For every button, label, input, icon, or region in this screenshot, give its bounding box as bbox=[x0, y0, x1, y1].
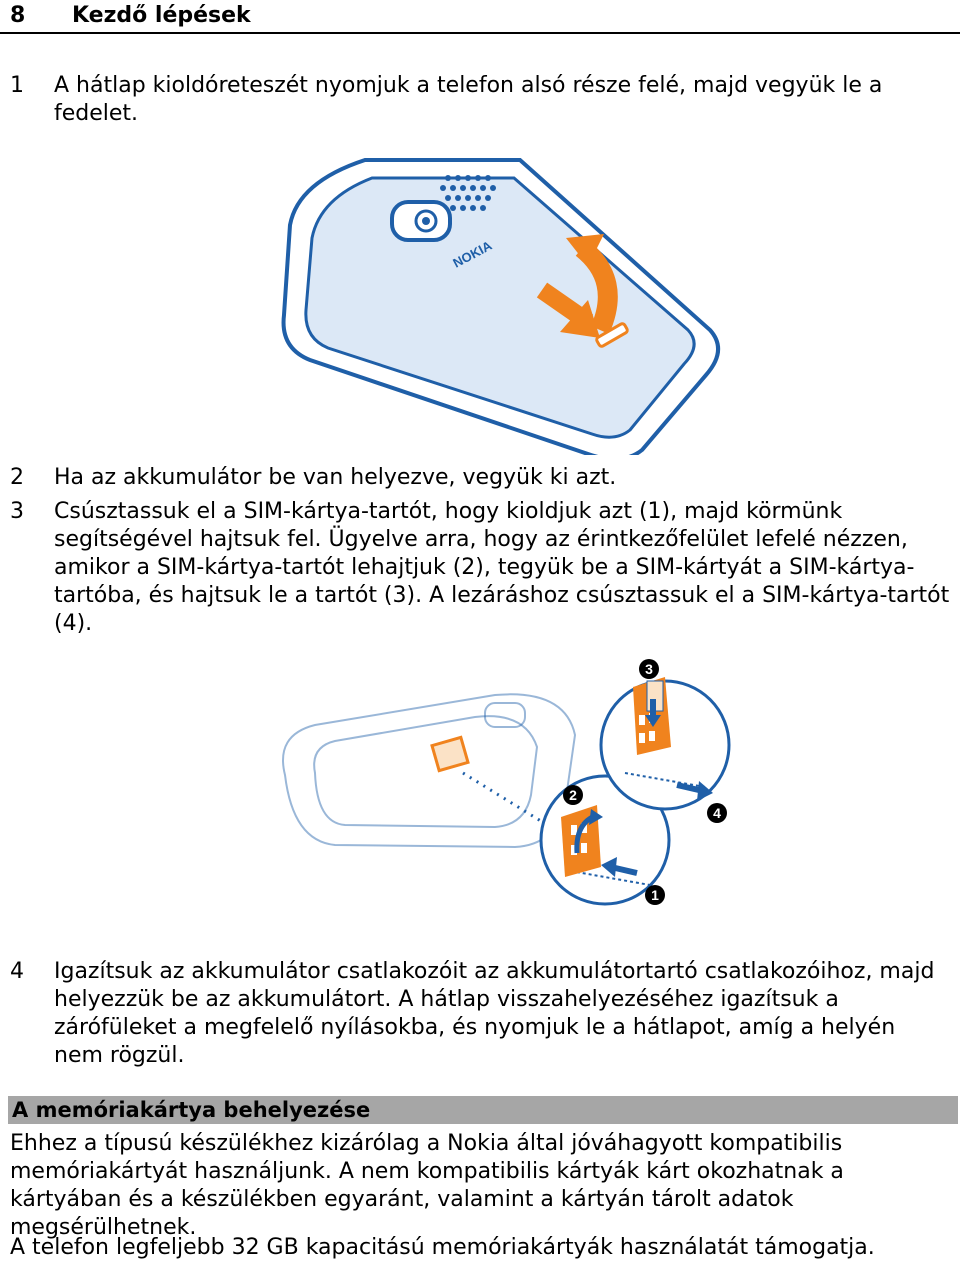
section-heading-bar bbox=[8, 1096, 958, 1124]
figure-back-cover-removal bbox=[270, 150, 730, 455]
nokia-logo: NOKIA bbox=[450, 237, 495, 271]
page-number: 8 bbox=[10, 3, 26, 28]
step-text: Igazítsuk az akkumulátor csatlakozóit az akkumulátortartó csatlakozóihoz, majd helyezzük be az akkumulátort. A hátlap visszahelyezéséhez igazítsuk a zárófüleket a megfelelő nyílásokba, és nyomjuk le a hátlapot, amíg a helyén nem rögzül. bbox=[54, 959, 935, 1068]
phone-outline bbox=[283, 694, 575, 847]
section-title: A memóriakártya behelyezése bbox=[12, 1098, 371, 1122]
svg-text:4: 4 bbox=[713, 805, 721, 821]
inset-steps-3-4 bbox=[601, 677, 729, 809]
step-number: 3 bbox=[10, 499, 24, 524]
step-badge-3 bbox=[639, 659, 659, 679]
figure-sim-insertion bbox=[275, 655, 755, 910]
step-2 bbox=[10, 464, 950, 492]
camera-lens bbox=[392, 202, 450, 240]
step-text: Ha az akkumulátor be van helyezve, vegyük ki azt. bbox=[54, 465, 617, 490]
step-text: A hátlap kioldóreteszét nyomjuk a telefon alsó része felé, majd vegyük le a fedelet. bbox=[54, 73, 883, 126]
step-badge-2 bbox=[563, 785, 583, 805]
page-header bbox=[0, 0, 960, 34]
step-4 bbox=[10, 958, 950, 1070]
back-cover bbox=[306, 178, 694, 437]
sim-holder-location bbox=[432, 737, 468, 770]
section-paragraph: A telefon legfeljebb 32 GB kapacitású memóriakártyák használatát támogatja. bbox=[10, 1235, 875, 1260]
chapter-title: Kezdő lépések bbox=[72, 3, 251, 28]
step-badge-1 bbox=[645, 885, 665, 905]
step-number: 2 bbox=[10, 465, 24, 490]
step-number: 4 bbox=[10, 959, 24, 984]
step-text: Csúsztassuk el a SIM-kártya-tartót, hogy kioldjuk azt (1), majd körmünk segítségével hajtsuk fel. Ügyelve arra, hogy az érintkezőfelület lefelé nézzen, amikor a SIM-kártya-tartót lehajtjuk (2), tegyük be a SIM-kártyát a SIM-kártya-tartóba, és hajtsuk le a tartót (3). A lezáráshoz csúsztassuk el a SIM-kártya-tartót (4). bbox=[54, 499, 950, 636]
section-paragraph: Ehhez a típusú készülékhez kizárólag a Nokia által jóváhagyott kompatibilis memóriakártyát használjunk. A nem kompatibilis kártyák kárt okozhatnak a kártyában és a készülékben egyaránt, valamint a kártyán tárolt adatok megsérülhetnek. bbox=[10, 1131, 844, 1240]
svg-text:3: 3 bbox=[645, 661, 653, 677]
step-1 bbox=[10, 72, 950, 128]
svg-text:1: 1 bbox=[651, 887, 659, 903]
svg-text:2: 2 bbox=[569, 787, 577, 803]
step-badge-4 bbox=[707, 803, 727, 823]
step-number: 1 bbox=[10, 73, 24, 98]
step-3 bbox=[10, 498, 950, 638]
